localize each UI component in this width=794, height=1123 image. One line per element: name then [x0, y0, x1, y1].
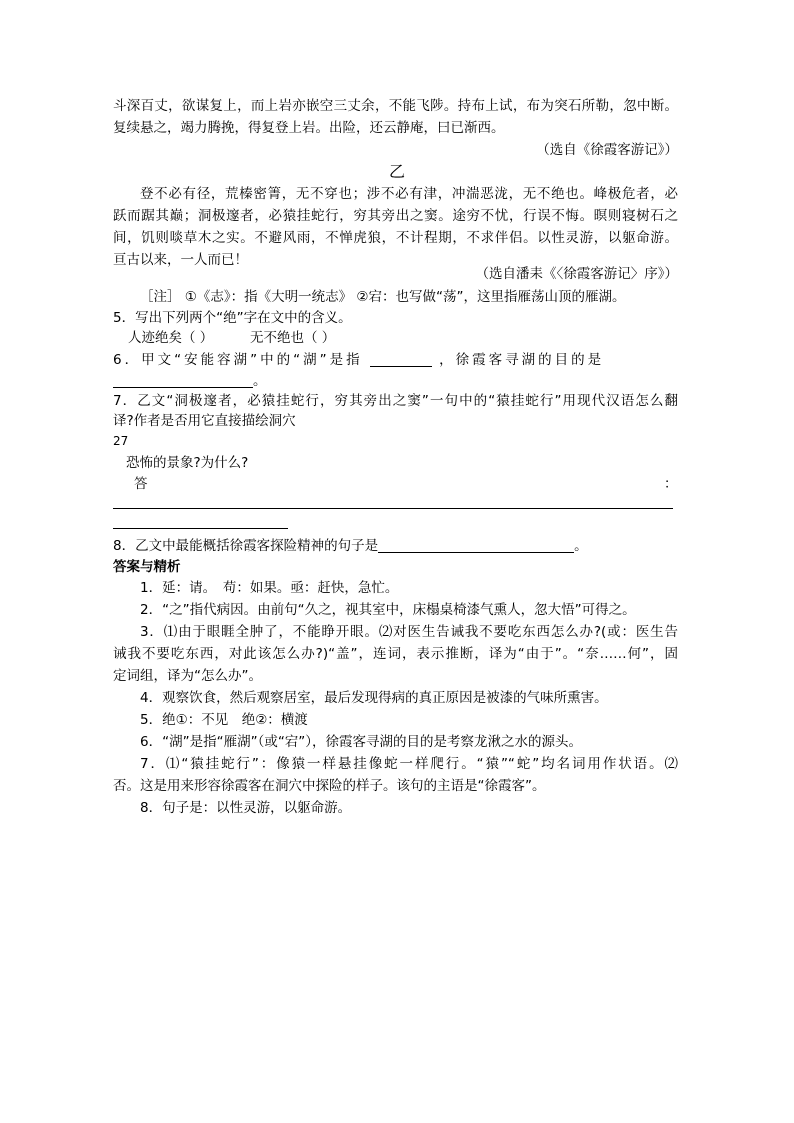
answer-item: 诫我不要吃东西，对此该怎么办?)“盖”，连词，表示推断，译为“由于”。“奈……何”，固	[113, 646, 678, 662]
answer-colon: ：	[664, 476, 678, 492]
question-5-item-b: 无不绝也（ ）	[250, 330, 336, 346]
question-6-text: 6．甲文“安能容湖”中的“湖”是指	[113, 352, 363, 368]
question-6	[113, 349, 604, 371]
page-number: 27	[113, 434, 129, 448]
passage-yi-source: （选自潘耒《〈徐霞客游记〉序》）	[475, 266, 678, 282]
answer-item: 6．“湖”是指“雁湖”（或“宕”），徐霞客寻湖的目的是考察龙湫之水的源头。	[140, 734, 583, 750]
passage-yi-line: 亘古以来，一人而已！	[113, 252, 248, 268]
passage-jia-line: 复续悬之，竭力腾挽，得复登上岩。出险，还云静庵，曰已渐西。	[113, 120, 505, 136]
answer-item: 2．“之”指代病因。由前句“久之，视其室中，床榻桌椅漆气熏人，忽大悟”可得之。	[140, 602, 636, 618]
answer-item: 4．观察饮食，然后观察居室，最后发现得病的真正原因是被漆的气味所熏害。	[140, 690, 608, 706]
answer-item: 1．延：请。 苟：如果。亟：赶快，急忙。	[140, 580, 399, 596]
answer-label: 答	[134, 476, 148, 492]
question-7-line: 译?作者是否用它直接描绘洞穴	[113, 413, 296, 429]
answer-line[interactable]	[113, 528, 288, 529]
passage-jia-line: 斗深百丈，欲谋复上，而上岩亦嵌空三丈余，不能飞陟。持布上试，布为突石所勒，忽中断。	[113, 98, 678, 114]
answer-blank[interactable]	[370, 352, 432, 367]
question-5-item-a: 人迹绝矣（ ）	[128, 330, 214, 346]
question-6-text-end: ，徐霞客寻湖的目的是	[439, 352, 605, 368]
passage-yi-line: 登不必有径，荒榛密箐，无不穿也；涉不必有津，冲湍恶泷，无不绝也。峰极危者，必	[140, 186, 678, 202]
question-8-period: 。	[574, 538, 588, 554]
answer-item: 定词组，译为“怎么办”。	[113, 668, 262, 684]
answer-item: 3．⑴由于眼睚全肿了，不能睁开眼。⑵对医生告诫我不要吃东西怎么办?(或：医生告	[140, 624, 678, 640]
question-7-line: 恐怖的景象?为什么?	[126, 455, 249, 471]
question-7-line: 7．乙文“洞极邃者，必猿挂蛇行，穷其旁出之窦”一句中的“猿挂蛇行”用现代汉语怎么翻	[113, 393, 678, 409]
question-6-period: 。	[253, 373, 267, 389]
answer-item: 7．⑴“猿挂蛇行”：像猿一样悬挂像蛇一样爬行。“猿”“蛇”均名词用作状语。⑵	[140, 756, 678, 772]
answer-blank[interactable]	[378, 538, 574, 553]
question-8-text: 8．乙文中最能概括徐霞客探险精神的句子是	[113, 538, 379, 554]
answer-blank[interactable]	[113, 373, 253, 388]
answers-heading: 答案与精析	[113, 559, 181, 575]
passage-yi-line: 间，饥则啖草木之实。不避风雨，不惮虎狼，不计程期，不求伴侣。以性灵游，以躯命游。	[113, 230, 678, 246]
answer-line[interactable]	[113, 508, 673, 509]
annotation-note: ［注］ ①《志》：指《大明一统志》 ②宕：也写做“荡”，这里指雁荡山顶的雁湖。	[140, 289, 626, 305]
answer-item: 5．绝①：不见 绝②：横渡	[140, 712, 308, 728]
passage-yi-heading: 乙	[388, 162, 405, 181]
question-6-line2	[113, 370, 267, 392]
answer-item: 否。这是用来形容徐霞客在洞穴中探险的样子。该句的主语是“徐霞客”。	[113, 778, 546, 794]
question-5: 5．写出下列两个“绝”字在文中的含义。	[113, 310, 352, 326]
question-8	[113, 535, 588, 557]
answer-item: 8．句子是：以性灵游，以躯命游。	[140, 800, 352, 816]
passage-jia-source: （选自《徐霞客游记》）	[536, 142, 678, 158]
passage-yi-line: 跃而踞其巅；洞极邃者，必猿挂蛇行，穷其旁出之窦。途穷不忧，行误不悔。暝则寝树石之	[113, 208, 678, 224]
